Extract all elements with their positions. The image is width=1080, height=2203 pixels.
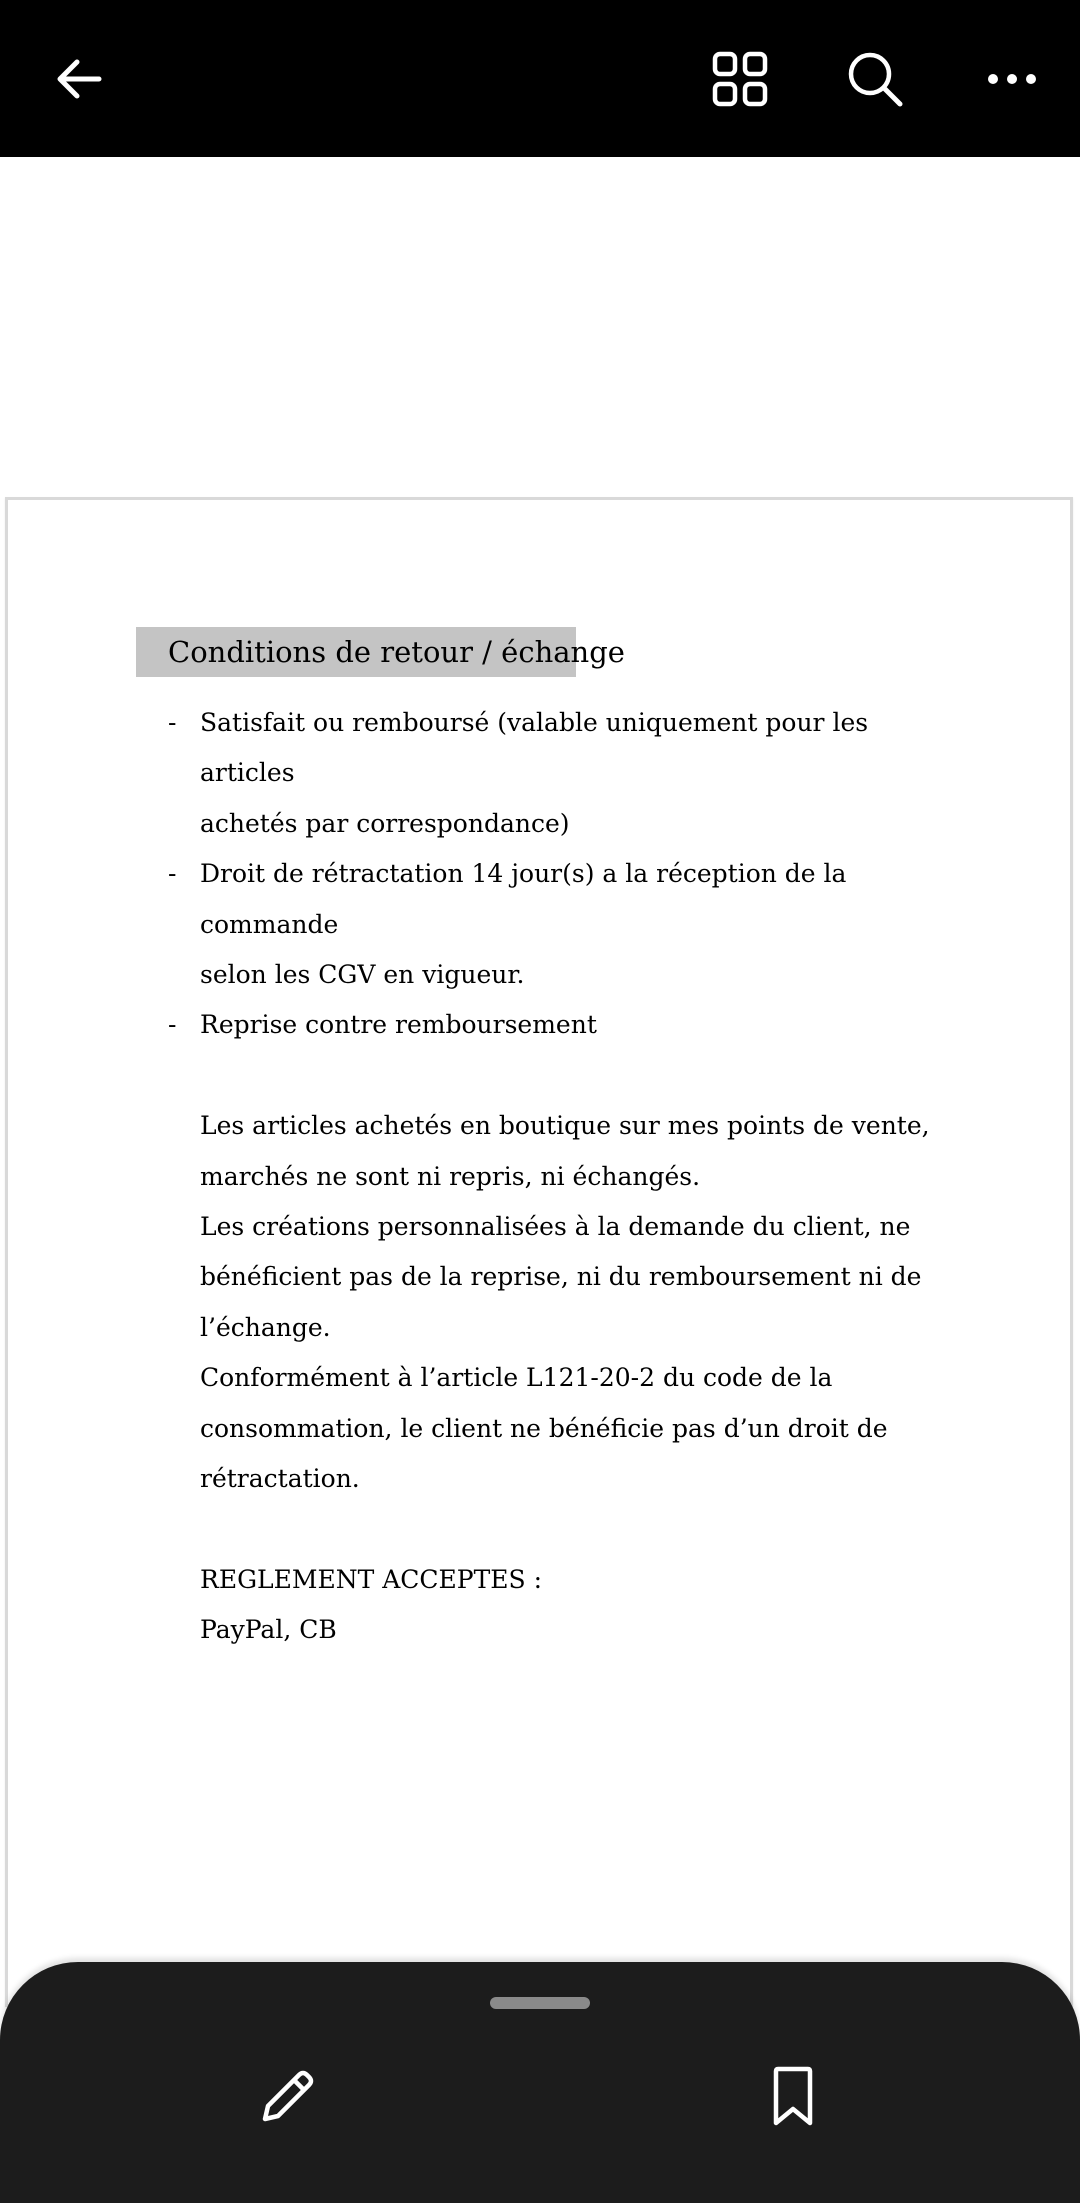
back-button[interactable] <box>38 38 120 120</box>
paragraph-line: bénéficient pas de la reprise, ni du remboursement ni de <box>200 1262 922 1292</box>
spacer <box>168 1051 968 1101</box>
search-icon <box>846 50 904 108</box>
pencil-icon <box>255 2065 319 2129</box>
drag-handle[interactable] <box>490 1997 590 2009</box>
paragraph-line: Les articles achetés en boutique sur mes points de vente, <box>200 1111 930 1141</box>
paragraph-line: l’échange. <box>200 1312 331 1342</box>
paragraph-line: consommation, le client ne bénéficie pas d’un droit de <box>200 1413 888 1443</box>
more-options-button[interactable] <box>971 38 1053 120</box>
paragraph-line: Les créations personnalisées à la demande du client, ne <box>200 1212 911 1242</box>
paragraph-line: rétractation. <box>200 1464 360 1494</box>
bullet-item <box>168 849 968 1000</box>
grid-view-icon <box>712 51 768 107</box>
bullet-dash: - <box>168 859 177 889</box>
bullet-line: achetés par correspondance) <box>200 808 570 838</box>
payment-section <box>168 1555 968 1656</box>
paragraph-line: marchés ne sont ni repris, ni échangés. <box>200 1161 701 1191</box>
more-dots-icon <box>987 72 1037 86</box>
back-arrow-icon <box>51 51 107 107</box>
bookmark-button[interactable] <box>738 2042 848 2152</box>
bullet-line: Droit de rétractation 14 jour(s) a la réception de la commande <box>200 859 847 939</box>
bullet-line: Reprise contre remboursement <box>200 1010 597 1040</box>
search-button[interactable] <box>834 38 916 120</box>
bullet-dash: - <box>168 1010 177 1040</box>
bullet-item <box>168 1000 968 1050</box>
document-title: Conditions de retour / échange <box>136 627 576 677</box>
paragraph-line: Conformément à l’article L121-20-2 du code de la <box>200 1363 833 1393</box>
bullet-line: selon les CGV en vigueur. <box>200 960 525 990</box>
policy-paragraph <box>168 1101 968 1504</box>
bullet-item <box>168 698 968 849</box>
payment-methods: PayPal, CB <box>200 1615 337 1645</box>
bullet-line: Satisfait ou remboursé (valable uniquement pour les articles <box>200 708 869 788</box>
bullet-dash: - <box>168 708 177 737</box>
document-page[interactable] <box>5 497 1073 2007</box>
document-viewer[interactable] <box>0 157 1080 1957</box>
document-body <box>168 698 968 1656</box>
spacer <box>168 1504 968 1554</box>
bottom-sheet <box>0 1962 1080 2203</box>
top-toolbar <box>0 0 1080 157</box>
payment-heading: REGLEMENT ACCEPTES : <box>200 1564 543 1594</box>
edit-button[interactable] <box>232 2042 342 2152</box>
bookmark-icon <box>768 2065 818 2129</box>
grid-view-button[interactable] <box>699 38 781 120</box>
